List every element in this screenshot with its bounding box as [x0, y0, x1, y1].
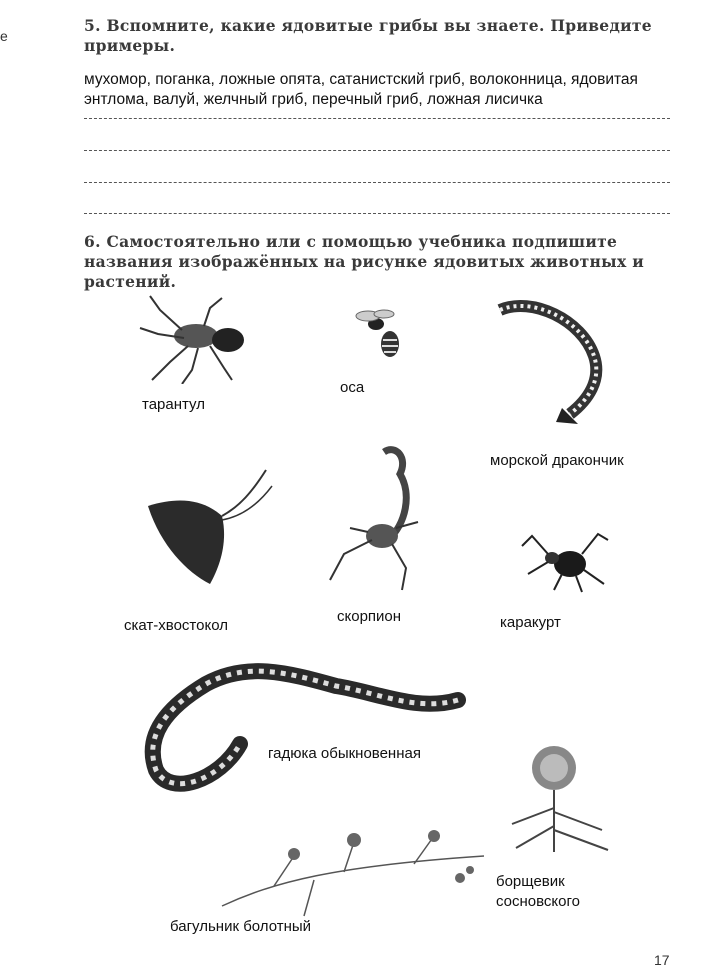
- ledum-image: [214, 826, 494, 922]
- label-karakurt: каракурт: [500, 614, 561, 631]
- hogweed-image: [498, 738, 618, 858]
- label-stingray: скат-хвостокол: [124, 617, 228, 634]
- tarantula-image: [132, 288, 250, 384]
- answer-line: [84, 213, 670, 214]
- weever-image: [492, 296, 612, 426]
- label-scorpion: скорпион: [337, 608, 402, 625]
- task5-question: 5. Вспомните, какие ядовитые грибы вы знаете. Приведите примеры.: [84, 16, 652, 55]
- label-weever: морской дракончик: [490, 452, 624, 469]
- label-wasp: оса: [340, 379, 365, 396]
- scorpion-image: [322, 444, 442, 594]
- task6-question: 6. Самостоятельно или с помощью учебника подпишите названия изображённых на рисунке ядовитых животных и растений.: [84, 232, 645, 291]
- stingray-image: [140, 462, 280, 592]
- answer-line: [84, 182, 670, 183]
- label-ledum: багульник болотный: [170, 918, 312, 935]
- page-number: 17: [654, 952, 670, 968]
- label-hogweed: борщевик сосновского: [496, 873, 580, 910]
- viper-image: [136, 652, 466, 798]
- margin-char: е: [0, 28, 8, 44]
- task5-answer: мухомор, поганка, ложные опята, сатанистский гриб, волоконница, ядовитая энтлома, валуй, желчный гриб, перечный гриб, ложная лисичка: [84, 71, 638, 108]
- label-tarantula: тарантул: [142, 396, 205, 413]
- answer-line: [84, 150, 670, 151]
- wasp-image: [350, 300, 410, 360]
- label-viper: гадюка обыкновенная: [268, 745, 421, 762]
- karakurt-image: [520, 524, 612, 594]
- answer-line: [84, 118, 670, 119]
